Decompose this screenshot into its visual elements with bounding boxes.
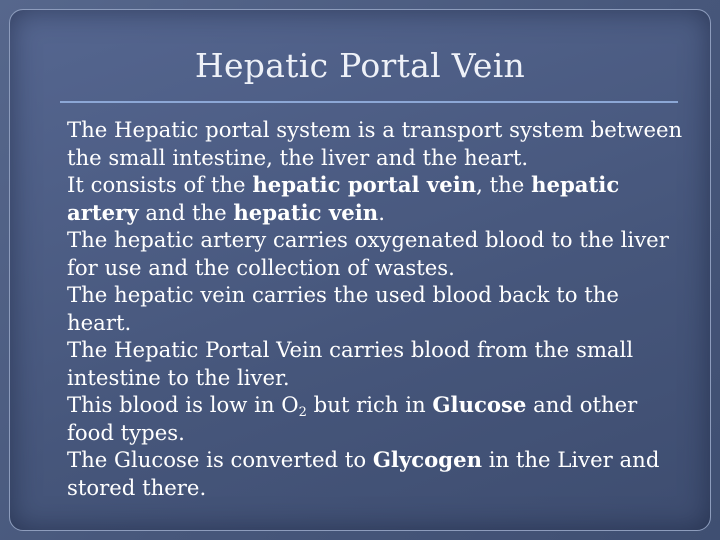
bold-term: hepatic vein — [233, 199, 379, 225]
bullet-item — [48, 171, 688, 226]
title-divider — [60, 101, 678, 103]
subscript: 2 — [298, 405, 307, 420]
bullet-item — [48, 281, 688, 336]
bullet-text: The Hepatic Portal Vein carries blood from the small intestine to the liver. — [67, 337, 634, 390]
bullet-text: The hepatic vein carries the used blood back to the heart. — [67, 282, 619, 335]
bold-term: hepatic portal vein — [252, 172, 477, 197]
bullet-text: The Hepatic portal system is a transport system between the small intestine, the liver and the heart. — [67, 117, 683, 170]
bullet-list — [48, 116, 688, 501]
bullet-text: The hepatic artery carries oxygenated blood to the liver for use and the collection of wastes. — [67, 227, 669, 280]
bullet-text: The Glucose is converted to — [67, 447, 373, 472]
bullet-item — [48, 226, 688, 281]
bullet-item — [48, 446, 688, 501]
bullet-text: , the — [476, 172, 532, 197]
bullet-text: This blood is low in O — [67, 392, 299, 417]
bullet-text: and the — [138, 199, 234, 225]
slide-title: Hepatic Portal Vein — [194, 46, 526, 85]
bullet-item — [48, 116, 688, 171]
bullet-text: in the Liver and stored there. — [67, 447, 660, 500]
bullet-item — [48, 336, 688, 391]
bold-term: Glucose — [432, 392, 527, 417]
bold-term: hepatic artery — [67, 172, 620, 225]
bullet-text: and other food types. — [67, 392, 638, 445]
bullet-text: It consists of the — [67, 172, 253, 197]
bullet-text: but rich in — [306, 392, 433, 417]
bullet-item — [48, 391, 688, 446]
bullet-text: . — [378, 199, 385, 225]
bold-term: Glycogen — [372, 447, 482, 472]
